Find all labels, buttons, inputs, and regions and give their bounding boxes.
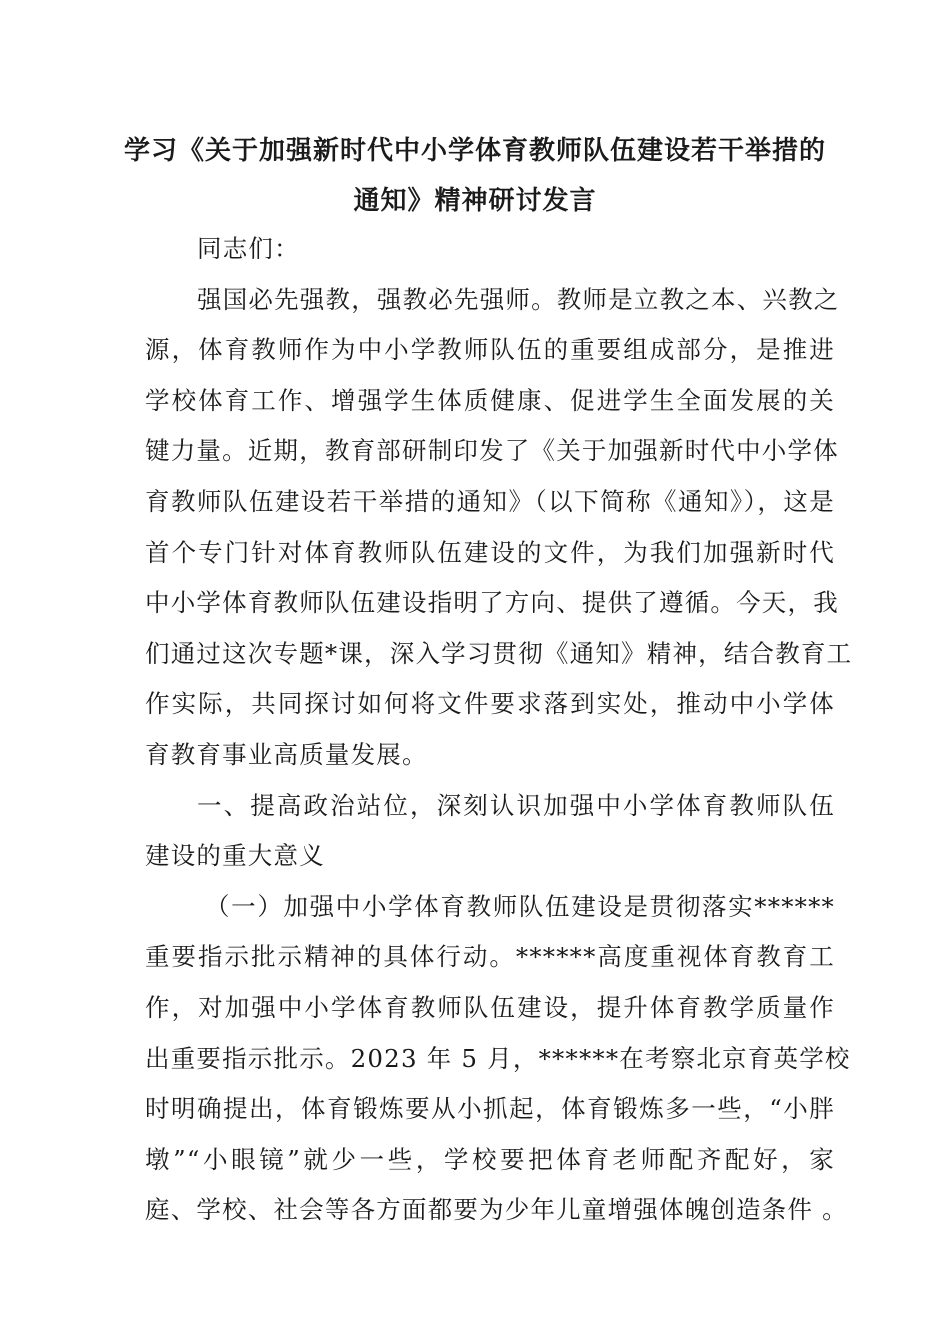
paragraph-line: 们通过这次专题*课，深入学习贯彻《通知》精神，结合教育工 <box>145 638 853 668</box>
title-line-2: 通知》精神研讨发言 <box>353 186 597 216</box>
paragraph-line: 强国必先强教，强教必先强师。教师是立教之本、兴教之 <box>197 284 840 314</box>
paragraph-line: 学校体育工作、增强学生体质健康、促进学生全面发展的关 <box>145 385 835 415</box>
paragraph-line: 时明确提出，体育锻炼要从小抓起，体育锻炼多一些，“小胖 <box>145 1094 835 1124</box>
heading-line: 建设的重大意义 <box>145 841 325 871</box>
salutation: 同志们： <box>197 234 300 263</box>
paragraph-line: 育教师队伍建设若干举措的通知》（以下简称《通知》），这是 <box>145 486 835 516</box>
heading-line: 一、提高政治站位，深刻认识加强中小学体育教师队伍 <box>197 790 835 820</box>
paragraph-line: 重要指示批示精神的具体行动。******高度重视体育教育工 <box>145 942 835 972</box>
document-body <box>145 224 853 1236</box>
paragraph-line: 庭、学校、社会等各方面都要为少年儿童增强体魄创造条件 。 <box>145 1195 848 1225</box>
paragraph-line: 首个专门针对体育教师队伍建设的文件，为我们加强新时代 <box>145 537 835 567</box>
paragraph-line: 出重要指示批示。2023 年 5 月，******在考察北京育英学校 <box>145 1043 851 1073</box>
paragraph-subsection-1 <box>145 882 851 1236</box>
paragraph-line: 作，对加强中小学体育教师队伍建设，提升体育教学质量作 <box>145 992 835 1022</box>
paragraph-line: 作实际，共同探讨如何将文件要求落到实处，推动中小学体 <box>145 689 835 719</box>
title-line-1: 学习《关于加强新时代中小学体育教师队伍建设若干举措的 <box>123 136 826 166</box>
document-title <box>110 126 840 226</box>
paragraph-line: 键力量。近期，教育部研制印发了《关于加强新时代中小学体 <box>145 436 839 466</box>
paragraph-line: 源，体育教师作为中小学教师队伍的重要组成部分，是推进 <box>145 335 835 365</box>
paragraph-line: （一）加强中小学体育教师队伍建设是贯彻落实****** <box>205 891 835 921</box>
paragraph-line: 育教育事业高质量发展。 <box>145 739 428 769</box>
paragraph-intro <box>145 275 853 781</box>
paragraph-line: 墩”“小眼镜”就少一些，学校要把体育老师配齐配好，家 <box>145 1144 835 1174</box>
paragraph-line: 中小学体育教师队伍建设指明了方向、提供了遵循。今天，我 <box>145 588 839 618</box>
section-heading-1 <box>145 781 835 882</box>
